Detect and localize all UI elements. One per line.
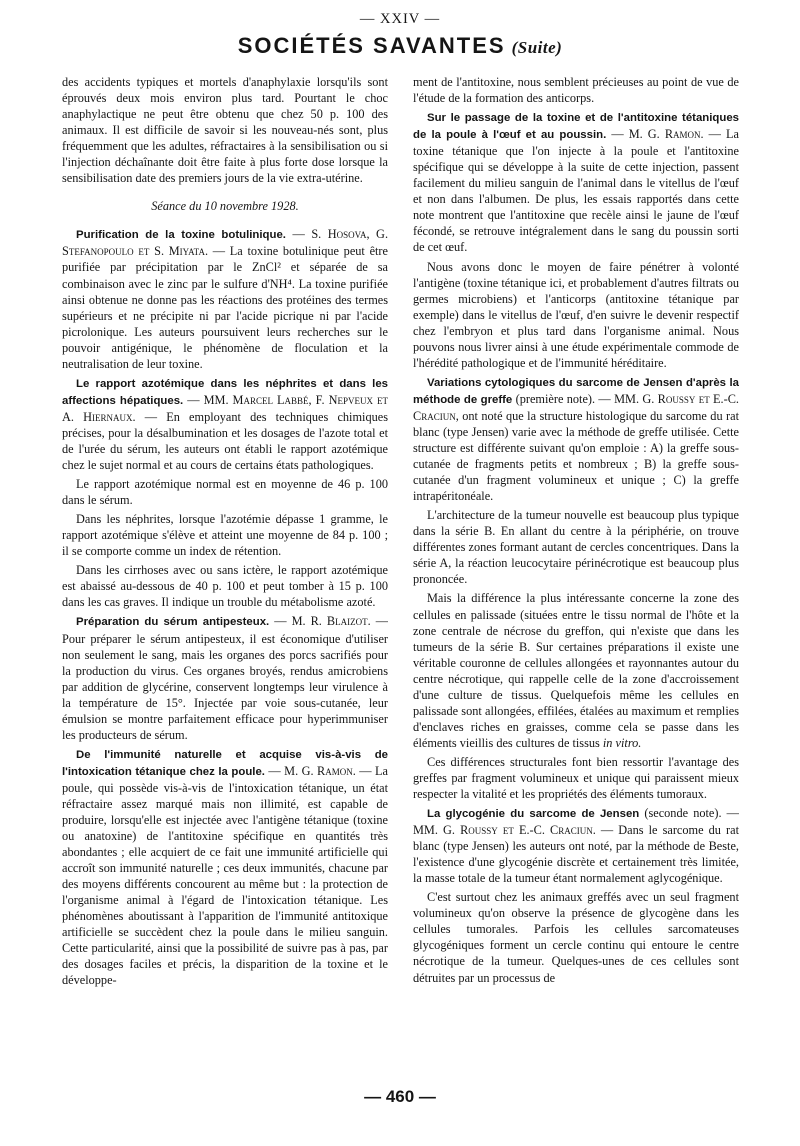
- article-authors: — MM. G. Roussy et E.-C. Craciun.: [413, 806, 739, 838]
- article-serum-antipesteux: [62, 613, 388, 742]
- section-title: [40, 33, 760, 61]
- paragraph: L'architecture de la tumeur nouvelle est beaucoup plus typique dans la série B. En allant du centre à la périphérie, on trouve différentes zones formant autant de cercles concentriques. Dans la série A, la réaction leucocytaire périnécrotique est beaucoup plus prononcée.: [413, 508, 739, 587]
- italic-text: in vitro.: [602, 735, 642, 750]
- article-authors: — M. R. Blaizot.: [274, 614, 371, 629]
- article-heading: La glycogénie du sarcome de Jensen: [427, 808, 640, 821]
- article-heading: Variations cytologiques du sarcome de Jensen d'après la méthode de greffe: [413, 376, 739, 406]
- article-text: — Dans le sarcome du rat blanc (type Jensen) les auteurs ont noté, par la méthode de Beste, l'existence d'une glycogénie discrète et certainement très limitée, la masse totale de la tumeur étant normalement aglycogénique.: [413, 823, 739, 886]
- article-text: — En employant des techniques chimiques précises, pour la désalbumination et les dosages de l'azote total et de l'urée du sérum, les auteurs ont établi le rapport azotémique chez le sujet normal et au cours de certains états pathologiques.: [62, 409, 388, 473]
- article-authors: — MM. Marcel Labbé, F. Nepveux et A. Hiernaux.: [62, 392, 388, 424]
- paragraph: Ces différences structurales font bien ressortir l'avantage des greffes par fragment volumineux et unique qui paraissent mieux respecter la vitalité et les propriétés des éléments tumoraux.: [413, 754, 739, 802]
- paragraph: Dans les cirrhoses avec ou sans ictère, le rapport azotémique est abaissé au-dessous de 40 p. 100 et peut tomber à 15 p. 100 dans les cas graves. Il indique un trouble du métabolisme azoté.: [62, 563, 388, 610]
- article-subheading: (première note).: [512, 391, 596, 406]
- right-column: [413, 74, 739, 1084]
- paragraph: Dans les néphrites, lorsque l'azotémie dépasse 1 gramme, le rapport azotémique s'élève et atteint une moyenne de 84 p. 100 ; il se comporte comme un index de rétention.: [62, 512, 388, 559]
- article-authors: — S. Hosova, G. Stefanopoulo et S. Miyata.: [62, 227, 388, 259]
- article-heading: Le rapport azotémique dans les néphrites et dans les affections hépatiques.: [62, 377, 388, 407]
- paragraph: Le rapport azotémique normal est en moyenne de 46 p. 100 dans le sérum.: [62, 477, 388, 508]
- article-immunite-poule: [62, 746, 388, 989]
- article-text: — La toxine tétanique que l'on injecte à la poule et l'antitoxine spécifique qui se développe à la suite de cette injection, passent facilement du milieu sanguin de l'animal dans le vitellus de l'œuf et non dans l'albumen. De plus, les essais rapportés dans cette note montrent que l'antitoxine que recèle ainsi le jaune de l'œuf fécondé, se retrouve intégralement dans le sang du poussin sorti de cet œuf.: [413, 127, 739, 255]
- section-title-text: SOCIÉTÉS SAVANTES: [237, 33, 506, 58]
- article-heading: De l'immunité naturelle et acquise vis-à-vis de l'intoxication tétanique chez la poule.: [62, 748, 388, 778]
- article-subheading: (seconde note).: [639, 806, 722, 821]
- article-authors: — MM. G. Roussy et E.-C. Craciun,: [413, 391, 739, 423]
- paragraph: Nous avons donc le moyen de faire pénétrer à volonté l'antigène (toxine tétanique ici, et probablement d'autres filtrats ou germes microbiens) et l'anticorps (antitoxine tétanique par exemple) dans le vitellus de l'œuf, d'en suivre le devenir respectif chez l'embryon et plus tard dans l'organisme animal. Nous pouvons nous livrer ainsi à une étude expérimentale commode de l'hérédité pathologique et de l'immunité héréditaire.: [413, 259, 739, 370]
- article-azotemie: [62, 375, 388, 473]
- article-text: — La toxine botulinique peut être purifiée par précipitation par le ZnCl² et séparée de sa combinaison avec le zinc par le sulfure d'NH⁴. La toxine purifiée ainsi obtenue ne donne pas les réactions des protéines des termes supérieurs et ne précipite ni par l'acide picrique ni par l'acide picrolonique. Les auteurs poursuivent leurs recherches sur le pouvoir antigénique, le phénomène de floculation et la neutralisation de leur toxine.: [62, 244, 388, 371]
- article-authors: — M. G. Ramon.: [268, 763, 356, 778]
- article-text: ont noté que la structure histologique du sarcome du rat blanc (type Jensen) varie avec la méthode de greffe utilisée. Cette structure est différente suivant qu'on emploie : A) la greffe sous-cutanée de fragments petits et nombreux ; B) la greffe sous-cutanée d'un fragment volumineux et unique ; C) la greffe intrapéritonéale.: [413, 408, 739, 504]
- page-header: [40, 10, 760, 61]
- session-date: Séance du 10 novembre 1928.: [151, 199, 299, 214]
- article-botulinum: [62, 226, 388, 371]
- article-passage-toxine: [413, 109, 739, 255]
- article-text: — Pour préparer le sérum antipesteux, il est économique d'utiliser non seulement le sang, mais les organes des porcs sacrifiés pour la production du virus. Ces organes broyés, rendus amicrobiens par addition de glycérine, conservent longtemps leur virulence à la température de 15°. Injectée par voie sous-cutanée, leur émulsion se montre parfaitement efficace pour hyperimmuniser les producteurs de sérum.: [62, 614, 388, 742]
- article-glycogenie: [413, 805, 739, 886]
- page-number: — 460 —: [364, 1087, 436, 1106]
- paragraph: [413, 590, 739, 750]
- article-sarcome-jensen: [413, 374, 739, 504]
- article-heading: Sur le passage de la toxine et de l'antitoxine tétaniques de la poule à l'œuf et au poussin.: [413, 112, 739, 142]
- section-title-suffix: (Suite): [511, 38, 563, 57]
- article-heading: Préparation du sérum antipesteux.: [76, 616, 270, 629]
- paragraph-text: Mais la différence la plus intéressante concerne la zone des cellules en palissade (situées entre le tissu normal de l'hôte et la zone centrale de nécrose du greffon, qui n'existe que dans les tumeurs de la série B. Sur certaines préparations il existe une véritable couronne de cellules allongées et rayonnantes autour du centre nécrotique, qui rappelle celle de la zone d'accroissement d'une culture de tissus. Quelquefois même les cellules en palissade sont allongées, effilées, étalées au maximum et remplies d'enclaves riches en graisses, comme cela se passe dans les éléments vieillis des cultures de tissus: [413, 591, 739, 750]
- continued-paragraph: des accidents typiques et mortels d'anaphylaxie lorsqu'ils sont éprouvés deux mois environ plus tard. Pourtant le choc anaphylactique ne peut être obtenu que chez 50 p. 100 des animaux. Il est difficile de savoir si les nouveau-nés sont, plus fréquemment que les adultes, réfractaires à la sensibilisation ou si l'injection déchaînante doit être faite à plus forte dose lorsque la sensibilisation date des premiers jours de la vie extra-utérine.: [62, 75, 388, 186]
- roman-page-number: — XXIV —: [359, 11, 441, 27]
- article-text: — La poule, qui possède vis-à-vis de l'intoxication tétanique, un état réfractaire assez marqué mais non illimité, est capable de produire, lorsqu'elle est injectée avec l'antigène tétanique (toxine ou anatoxine) de l'antitoxine spécifique en quantités très abondantes ; elle acquiert de ce fait une immunité artificielle qui accroît son immunité naturelle ; ces deux immunités, chacune par des moyens différents concourent au même but : la protection de l'organisme animal à l'égard de l'intoxication tétanique. Les phénomènes aboutissant à l'apparition de l'immunité antitoxique artificielle se succèdent chez la poule dans le milieu sanguin. Cette particularité, ainsi que la possibilité de suivre pas à pas, par des dosages faciles et précis, la disparition de la toxine et le développe-: [62, 763, 388, 988]
- paragraph: C'est surtout chez les animaux greffés avec un seul fragment volumineux qu'on observe la présence de glycogène dans les cellules tumorales. Parfois les cellules sarcomateuses glycogéniques forment un cercle continu qui entoure le centre nécrotique de la tumeur. Quelques-unes de ces cellules sont détruites par un processus de: [413, 890, 739, 985]
- article-authors: — M. G. Ramon.: [611, 127, 704, 142]
- continued-paragraph: ment de l'antitoxine, nous semblent précieuses au point de vue de l'étude de la formation des anticorps.: [413, 75, 739, 106]
- left-column: [62, 74, 388, 1084]
- article-heading: Purification de la toxine botulinique.: [76, 229, 286, 242]
